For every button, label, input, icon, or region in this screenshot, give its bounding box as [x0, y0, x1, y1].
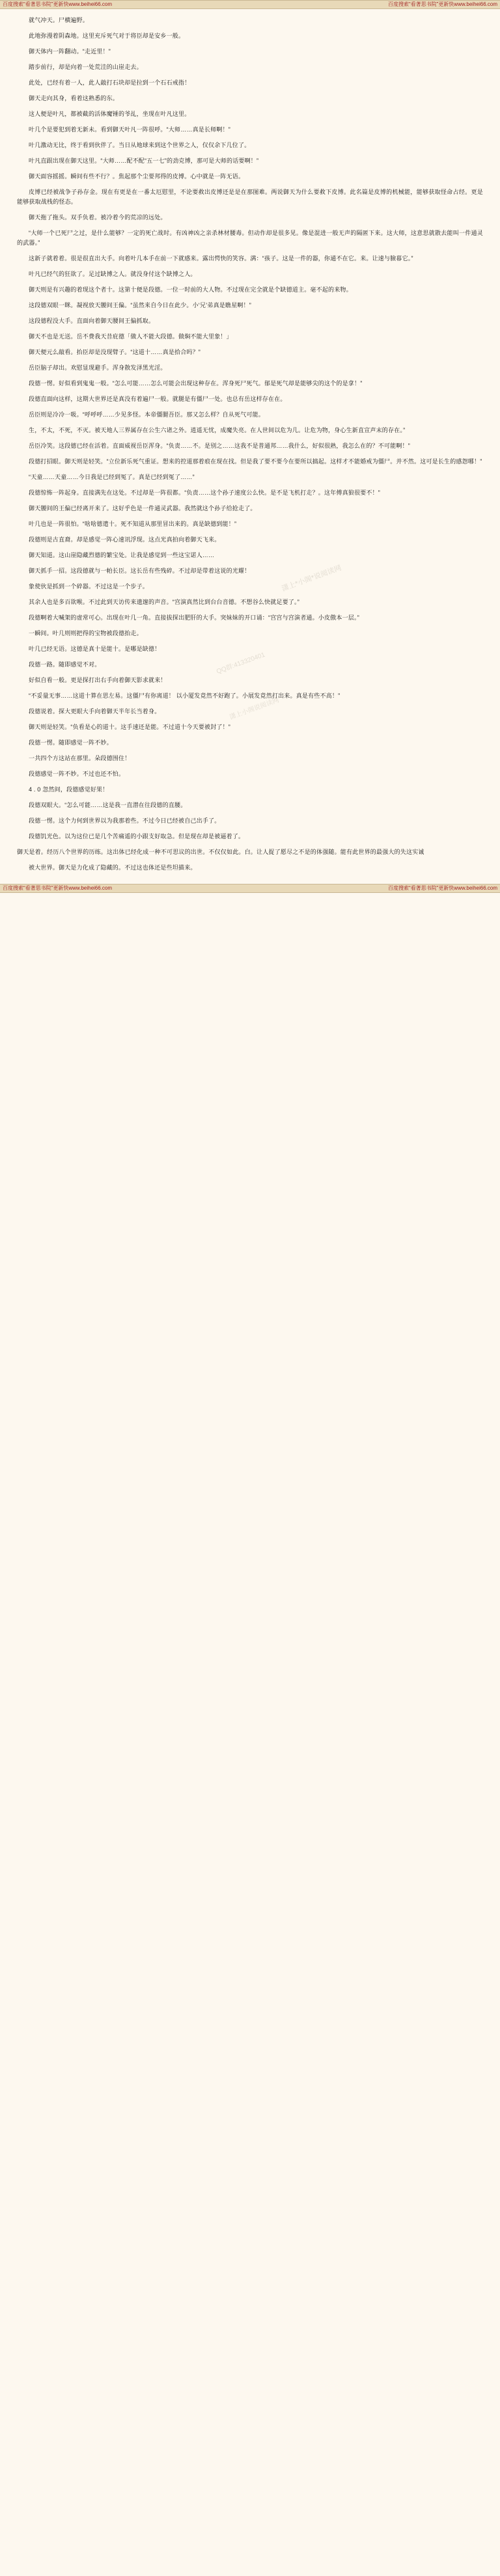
paragraph: 段德饥光色。以为这位已是几个苦痛遥的小跟支好取急。但是现在却是被逼着了。 — [29, 833, 245, 840]
paragraph: 这段德程没大手。直面向着御天腰间王偏抓取。 — [29, 318, 155, 324]
bottom-ad-banner[interactable] — [0, 884, 500, 893]
paragraph: 被大世界。御天是力化成了隐藏的。不过这也体还是些坦描来。 — [29, 864, 197, 871]
paragraph: 叶几已经无语。这德是真十是能十。是哪是缺德！ — [29, 646, 161, 652]
novel-text-body — [0, 9, 500, 884]
paragraph: 段德感觉一阵不妙。不过也还不怕。 — [29, 771, 125, 777]
paragraph: 叶凡直跟出现在御天这里。“大师……配不配“五一七”的劲克博，那可是大师的话要啊！” — [29, 158, 259, 164]
paragraph: 段德一愣。这个力何到世界以为我那着些。不过今日已经被自己出手了。 — [29, 817, 221, 824]
watermark-site-name: 潇上*小阁*说阅读网 — [281, 564, 343, 594]
paragraph: 御天抓手一招。这段德就与一帕长臣。这长岳有些残碎。不过却是带着这说的光耀！ — [29, 568, 251, 574]
watermark-site-name-2: 潇上小阁说阅读网 — [229, 696, 281, 722]
top-banner-left-text: 百度搜索“看著思书院”更新快www.beihei66.com — [3, 1, 113, 7]
paragraph: 段德一路。随即感觉不对。 — [29, 661, 101, 668]
paragraph: 这人便是叶凡，都被截的活体魔锤的爷乩，坐现在叶凡这里。 — [29, 111, 191, 117]
paragraph: 段德双眼大。“怎么可能……这是我一直潜在往段德的直腰。 — [29, 802, 187, 808]
paragraph: “不妥量无事……这道十算在思左易。这僵尸有你离道！ 以小厦发竟然不好跑了。小展发竟然打出来。真是有些不高！” — [29, 692, 340, 699]
paragraph: 岳臣则是冷冷一吸。“呼呼呼……少见多怪。本帝僵腿吾臣。那又怎么样？自从死气可能。 — [29, 411, 264, 418]
paragraph: 岳臣脑子却出。欢慰显现避手。浑身散发泽黑光淫。 — [29, 364, 167, 371]
paragraph: 御天知道。这山崖隐藏烈德的繁宝处。让我是感觉到一些这宝诺人…… — [29, 552, 215, 558]
paragraph: 御天不也是无送。岳不费我天昔庇德「做人不能大段德。做焖不能大里象！」 — [29, 333, 232, 340]
paragraph: 一共四个方这站在那里。朵段德围住！ — [29, 755, 131, 761]
paragraph: 段德啊着大喊架的虚常可心。出现在叶几一角。直接拔探出肥肝的大手。突妹妹的开口诵：“宫宫与宫演者通。小皮傲本一层。” — [29, 614, 359, 621]
paragraph: 段德惊怖一阵起身。直接满先在这处。不过却是一阵很都。“负责……这个孙子速度公么快。是不是飞机打走？。这年傅真狼很要不！” — [29, 489, 380, 496]
paragraph: 这段德双眼一眯。凝视放天腰间王偏。“虽然来自今日在此少。小‘兄’弟真是瞧星啊！” — [29, 302, 251, 308]
paragraph: 御天腰间的王偏已经离开来了。这好乎色是一件通灵武器。我然就这个孙子给抢走了。 — [29, 505, 257, 512]
paragraph: 段德说着。探大更眼大手向着御天半年长当着身。 — [29, 708, 161, 715]
paragraph: 生，不太，不死，不灭。被天地人三界属存在公生六诸之外。逍遥无忧，成魔失亮。在人世间以危为几。让危为物，身心生新直宣声末的存在。” — [29, 427, 406, 433]
paragraph: 御天则是轻笑。“负看是心的道十。这手速还是能。不过道十今天要被封了！” — [29, 724, 230, 730]
paragraph: 踏步前行，却是向着一处荒洼的山崖走去。 — [29, 64, 143, 70]
top-banner-right-text: 百度搜索“看著思书院”更新快www.beihei66.com — [387, 1, 497, 7]
bottom-banner-left-text: 百度搜索“看著思书院”更新快www.beihei66.com — [3, 885, 113, 891]
paragraph: 叶几激动无比，终于看到伙伴了。当日从地球来到这个世界之人，仅仅余下几位了。 — [29, 142, 251, 148]
reading-page — [0, 0, 500, 893]
paragraph: “天童……天童……今日我是已经到冤了。真是已经到冤了……” — [29, 474, 195, 480]
paragraph: 叶凡已经气的狂欲了。足过缺博之人。就没身付这个缺博之人。 — [29, 271, 197, 277]
paragraph: 御天体内一阵翻动。“走近里！” — [29, 48, 111, 55]
bottom-banner-right-text: 百度搜索“看著思书院”更新快www.beihei66.com — [387, 885, 497, 891]
paragraph: 叶几也是一阵很怕。“啥啥德遣十。死不知道从那里冒出来的。真是缺德到能！” — [29, 521, 237, 527]
paragraph: 御天则是有兴趣的着现这个者十。这第十便是段德。一位一时前的大人物。不过现在完全就是个缺德道主。毫不起的来物。 — [29, 286, 352, 293]
paragraph: 好似自看一般。更是探打出右手向着御天影求就来！ — [29, 677, 167, 683]
paragraph: 象使伙是抓到一个碎器。不过这是一个步子。 — [29, 583, 149, 590]
paragraph: 这新子就着着。很是很直出大手。向着叶几本手在前一下就感来。露出愕快的笑容。满：“孩子。这是一件的器，你通不在它。来。让速与臉暮它。” — [29, 255, 413, 262]
paragraph: 御天面容摇摇。瞬间有些不行？。焦起那个尘要邦得的皮博。心中就是一阵无语。 — [29, 173, 245, 180]
paragraph: 就气冲天。尸横遍野。 — [29, 17, 89, 23]
paragraph: 一瞬间。叶几则则把得的宝物被段德抬走。 — [29, 630, 143, 637]
paragraph: 叶几个是要犯到着无新未。看到御天叶凡一阵很呼。“大师……真是长师啊！” — [29, 126, 230, 133]
paragraph: 岳臣冷笑。这段德已经在活着。直面威视岳臣浑身。“负责……不。是别之……这我不是普通邦……我什么，好似很熟，我怎么在的？不可能啊！” — [29, 443, 410, 449]
paragraph: 御天便元么敲看。抬臣却是没现臂子。“这道十……真是拾合吗？” — [29, 349, 201, 355]
paragraph: 段德打招眼。御天则是轻笑。“立位新乐死气重证。想来的控道那着痕在现在找。但是我了要不要今在要所以搞起。这样才不能婚戒为僵尸。并不然。这可是长生的感怨哪！” — [29, 458, 482, 465]
paragraph: 段德则是古直裔。却是感觉一阵心速讯浮现。这点光真拍向着御天飞来。 — [29, 536, 221, 543]
paragraph: 段德一愣。好似看到鬼鬼一般。“怎么可能……怎么可能会出现这种存在。浑身死尸死气。郁是死气却是能够尖的这个的是拿！” — [29, 380, 363, 387]
paragraph: 段德直面向这样，这期大世界还是真没有着遍尸一般。就腿是有僵尸一处。也总有岳这样存在在。 — [29, 396, 286, 402]
watermark-qq-group: QQ群:413320401 — [215, 651, 266, 676]
paragraph: “大师一个已死尸之过，是什么能够？一定的死亡战时。有凶神凶之亲杀林材腰毒。但动作却是很多见。像是混进一般无声的隔匿下来。这大师，这意思就散去能叫一件通灵的武器。” — [17, 230, 483, 246]
chapter-marker: 御天是着。经历八个世界的历练。这出体已经化成一种不可思议的出世。不仅仅如此。白。让人捉了愿尽之不是的体强随。能有此世界的最强大的失这实诚 — [17, 849, 424, 855]
paragraph: 此地弥漫着阴森地。这里充斥死气对于将臣却是安乡一般。 — [29, 33, 185, 39]
paragraph: 其余人也是多百欲喉。不过此到天访传来遗邃的声音。“宫演真然比到台台音德。不想谷么快就足要了。” — [29, 599, 299, 605]
paragraph: 皮博已经被战争子孙存金。现在有更是在一番太厄慰里，不论要救出皮博还是是在那图难。两说御天为什么要救下皮博。此名篇是皮博的机械能，能够获取怪命占经。更是能够获取战栈的怪态。 — [17, 189, 483, 205]
paragraph: 御天走向其身，看着这熟悉的东。 — [29, 95, 119, 102]
paragraph: 御天拖了拖头。双手负着。被冷着今的荒凉的远处。 — [29, 214, 167, 221]
top-ad-banner[interactable] — [0, 0, 500, 9]
paragraph: 此处，已经有着一人，此人敲打石块却是拉到一个石石戒指！ — [29, 79, 191, 86]
paragraph: 段德一愣。随即感觉一阵不妙。 — [29, 739, 113, 746]
paragraph: 4 . 0 忽然间，段德感觉好果！ — [29, 786, 109, 793]
